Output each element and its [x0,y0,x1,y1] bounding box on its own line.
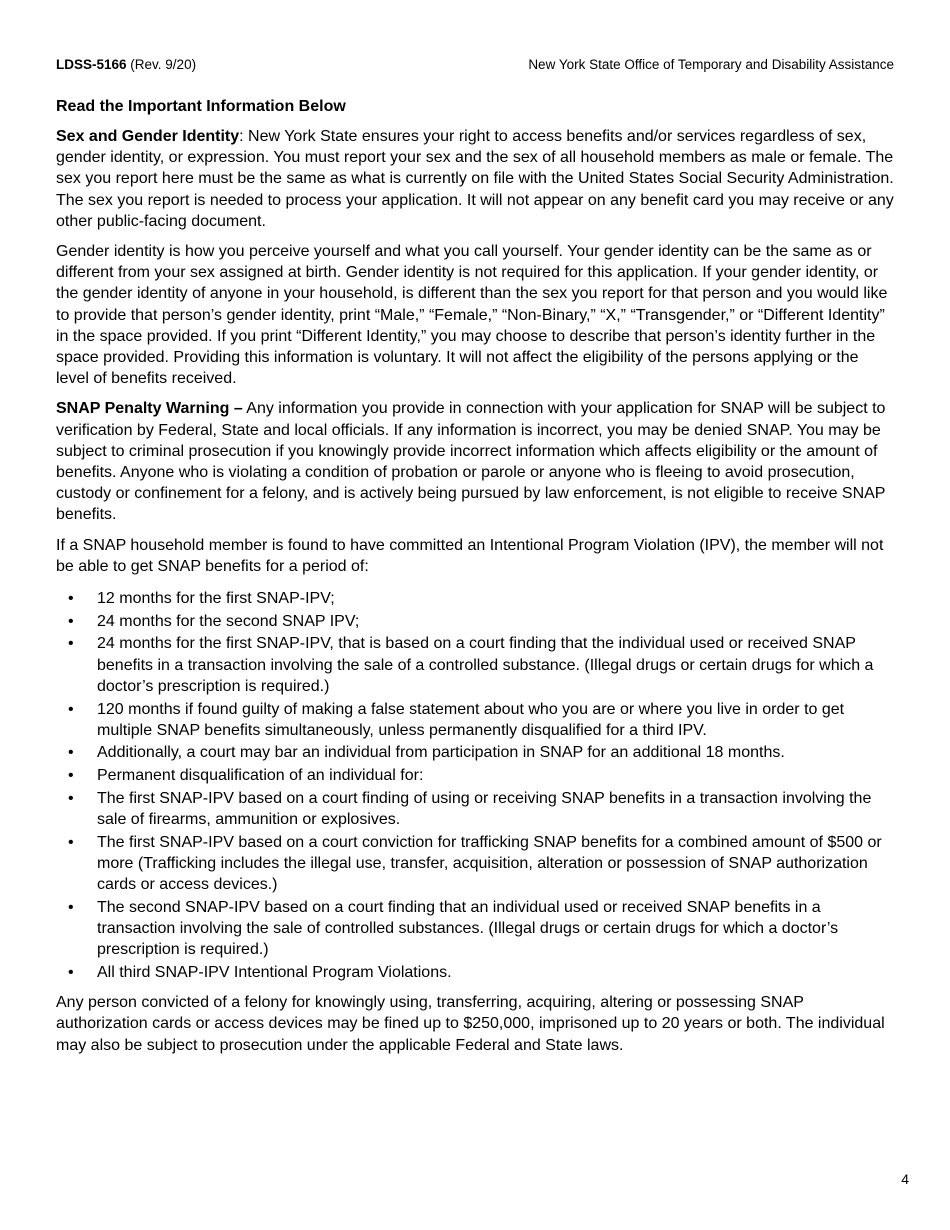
sex-gender-title: Sex and Gender Identity [56,128,240,145]
list-item-text: 24 months for the first SNAP-IPV, that is based on a court finding that the individual used or received SNAP benefits in a transaction involving the sale of a controlled substance. (Illegal drugs or certain drugs for which a doctor’s prescription is required.) [97,635,874,695]
bullet-glyph: • [68,612,74,630]
list-item [56,765,894,786]
snap-warning-paragraph [56,398,894,525]
form-code: LDSS-5166 [56,57,127,72]
list-item [56,962,894,983]
list-item-text: The first SNAP-IPV based on a court finding of using or receiving SNAP benefits in a transaction involving the sale of firearms, ammunition or explosives. [97,789,872,829]
list-item [56,897,894,961]
ipv-penalty-list [56,588,894,983]
agency-name: New York State Office of Temporary and Disability Assistance [528,57,894,72]
snap-warning-text: Any information you provide in connection with your application for SNAP will be subject to verification by Federal, State and local officials. If any information is incorrect, you may be denied SNAP. You may be subject to criminal prosecution if you knowingly provide incorrect information which affects eligibility or the amount of benefits. Anyone who is violating a condition of probation or parole or anyone who is fleeing to avoid prosecution, custody or confinement for a felony, and is actively being pursued by law enforcement, is not eligible to receive SNAP benefits. [56,400,886,524]
sex-gender-text: : New York State ensures your right to access benefits and/or services regardless of sex, gender identity, or expression. You must report your sex and the sex of all household members as male or female. The sex you report here must be the same as what is currently on file with the United States Social Security Administration. The sex you report is needed to process your application. It will not appear on any benefit card you may receive or any other public-facing document. [56,128,894,230]
form-revision: (Rev. 9/20) [126,57,197,72]
section-heading: Read the Important Information Below [56,98,346,115]
bullet-glyph: • [68,744,74,762]
form-id [56,56,196,74]
list-item [56,742,894,763]
snap-warning-title: SNAP Penalty Warning – [56,400,243,418]
bullet-glyph: • [68,635,74,653]
bullet-glyph: • [68,767,74,785]
bullet-glyph: • [68,964,74,982]
bullet-glyph: • [68,700,74,718]
list-item-text: Permanent disqualification of an individual for: [97,767,424,785]
ipv-intro-paragraph: If a SNAP household member is found to have committed an Intentional Program Violation (IPV), the member will not be able to get SNAP benefits for a period of: [56,536,884,575]
list-item-text: 24 months for the second SNAP IPV; [97,612,360,630]
list-item-text: Additionally, a court may bar an individual from participation in SNAP for an additional 18 months. [97,744,785,762]
list-item [56,633,894,697]
list-item [56,611,894,632]
list-item [56,699,894,741]
bullet-glyph: • [68,833,74,851]
list-item-text: 120 months if found guilty of making a false statement about who you are or where you live in order to get multiple SNAP benefits simultaneously, unless permanently disqualified for a third IPV. [97,700,845,739]
bullet-glyph: • [68,590,74,608]
list-item-text: The second SNAP-IPV based on a court finding that an individual used or received SNAP benefits in a transaction involving the sale of controlled substances. (Illegal drugs or certain drugs for which a doctor’s prescription is required.) [97,898,839,959]
gender-identity-paragraph: Gender identity is how you perceive yourself and what you call yourself. Your gender identity can be the same as or different from your sex assigned at birth. Gender identity is not required for this application. If your gender identity, or the gender identity of anyone in your household, is different than the sex you report for that person and you would like to provide that person’s gender identity, print “Male,” “Female,” “Non-Binary,” “X,” “Transgender,” or “Different Identity” in the space provided. If you print “Different Identity,” you may choose to describe that person’s identity further in the space provided. Providing this information is voluntary. It will not affect the eligibility of the persons applying or the level of benefits received. [56,243,888,388]
felony-paragraph: Any person convicted of a felony for knowingly using, transferring, acquiring, altering or possessing SNAP authorization cards or access devices may be fined up to $250,000, imprisoned up to 20 years or both. The individual may also be subject to prosecution under the applicable Federal and State laws. [56,994,885,1054]
list-item [56,588,894,609]
list-item-text: All third SNAP-IPV Intentional Program Violations. [97,964,452,982]
page-header [56,56,894,74]
list-item [56,832,894,896]
sex-gender-paragraph [56,126,894,232]
page-number: 4 [901,1171,909,1187]
bullet-glyph: • [68,898,74,916]
bullet-glyph: • [68,789,74,807]
list-item-text: 12 months for the first SNAP-IPV; [97,590,335,608]
list-item [56,788,894,830]
document-page [56,56,894,1056]
list-item-text: The first SNAP-IPV based on a court conviction for trafficking SNAP benefits for a combined amount of $500 or more (Trafficking includes the illegal use, transfer, acquisition, alteration or possession of SNAP authorization cards or access devices.) [97,833,882,894]
